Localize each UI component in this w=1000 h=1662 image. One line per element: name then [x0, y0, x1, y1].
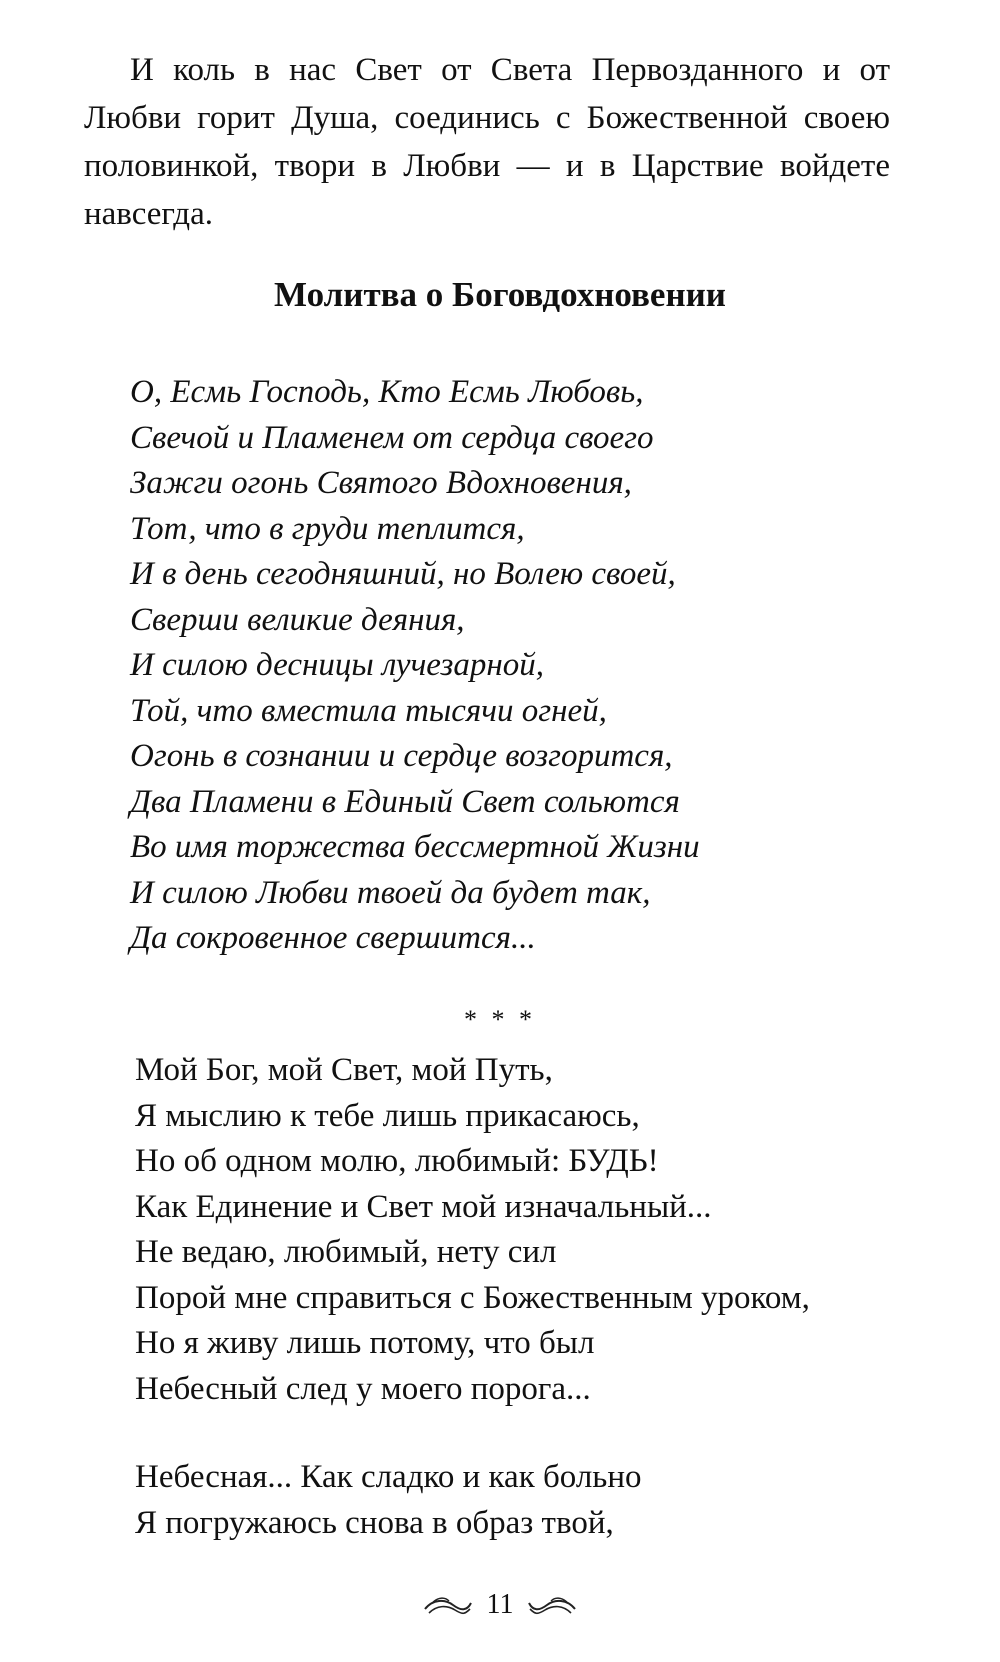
verse-line: Небесная... Как сладко и как больно	[135, 1459, 642, 1495]
verse-line: Свечой и Пламенем от сердца своего	[130, 419, 654, 456]
page-footer	[0, 1587, 1000, 1623]
verse-line: И силою десницы лучезарной,	[130, 647, 545, 683]
verse-line: И силою Любви твоей да будет так,	[130, 874, 651, 911]
verse-line: Порой мне справиться с Божественным уроком,	[135, 1279, 810, 1316]
verse-line: Но об одном молю, любимый: БУДЬ!	[135, 1143, 659, 1179]
section-separator: * * *	[464, 1005, 536, 1034]
paragraph-line: Любви горит Душа, соединись с Божественной своею	[84, 100, 890, 136]
paragraph-line: навсегда.	[84, 196, 213, 232]
poem-stanza	[135, 1455, 642, 1546]
verse-line: Во имя торжества бессмертной Жизни	[130, 829, 700, 865]
intro-paragraph	[84, 46, 890, 238]
verse-line: Той, что вместила тысячи огней,	[130, 692, 607, 729]
poem-stanza	[135, 1048, 810, 1412]
verse-line: И в день сегодняшний, но Волею своей,	[130, 556, 676, 592]
flourish-left-icon	[423, 1593, 473, 1617]
verse-line: Я мыслию к тебе лишь прикасаюсь,	[135, 1097, 640, 1134]
verse-line: О, Есмь Господь, Кто Есмь Любовь,	[130, 374, 644, 410]
verse-line: Но я живу лишь потому, что был	[135, 1325, 595, 1361]
verse-line: Да сокровенное свершится...	[130, 920, 536, 956]
verse-line: Не ведаю, любимый, нету сил	[135, 1234, 557, 1270]
verse-line: Тот, что в груди теплится,	[130, 510, 525, 547]
verse-line: Зажги огонь Святого Вдохновения,	[130, 465, 632, 501]
prayer-verse	[130, 370, 700, 962]
flourish-right-icon	[527, 1593, 577, 1617]
verse-line: Два Пламени в Единый Свет сольются	[130, 783, 680, 820]
verse-line: Я погружаюсь снова в образ твой,	[135, 1504, 614, 1541]
verse-line: Небесный след у моего порога...	[135, 1370, 591, 1407]
section-heading: Молитва о Боговдохновении	[274, 275, 726, 314]
paragraph-line: половинкой, твори в Любви — и в Царствие войдете	[84, 148, 890, 184]
paragraph-line: И коль в нас Свет от Света Первозданного и от	[130, 52, 890, 88]
verse-line: Как Единение и Свет мой изначальный...	[135, 1188, 712, 1225]
verse-line: Мой Бог, мой Свет, мой Путь,	[135, 1052, 553, 1088]
verse-line: Огонь в сознании и сердце возгорится,	[130, 738, 673, 774]
verse-line: Сверши великие деяния,	[130, 601, 465, 638]
page-number: 11	[486, 1589, 514, 1620]
